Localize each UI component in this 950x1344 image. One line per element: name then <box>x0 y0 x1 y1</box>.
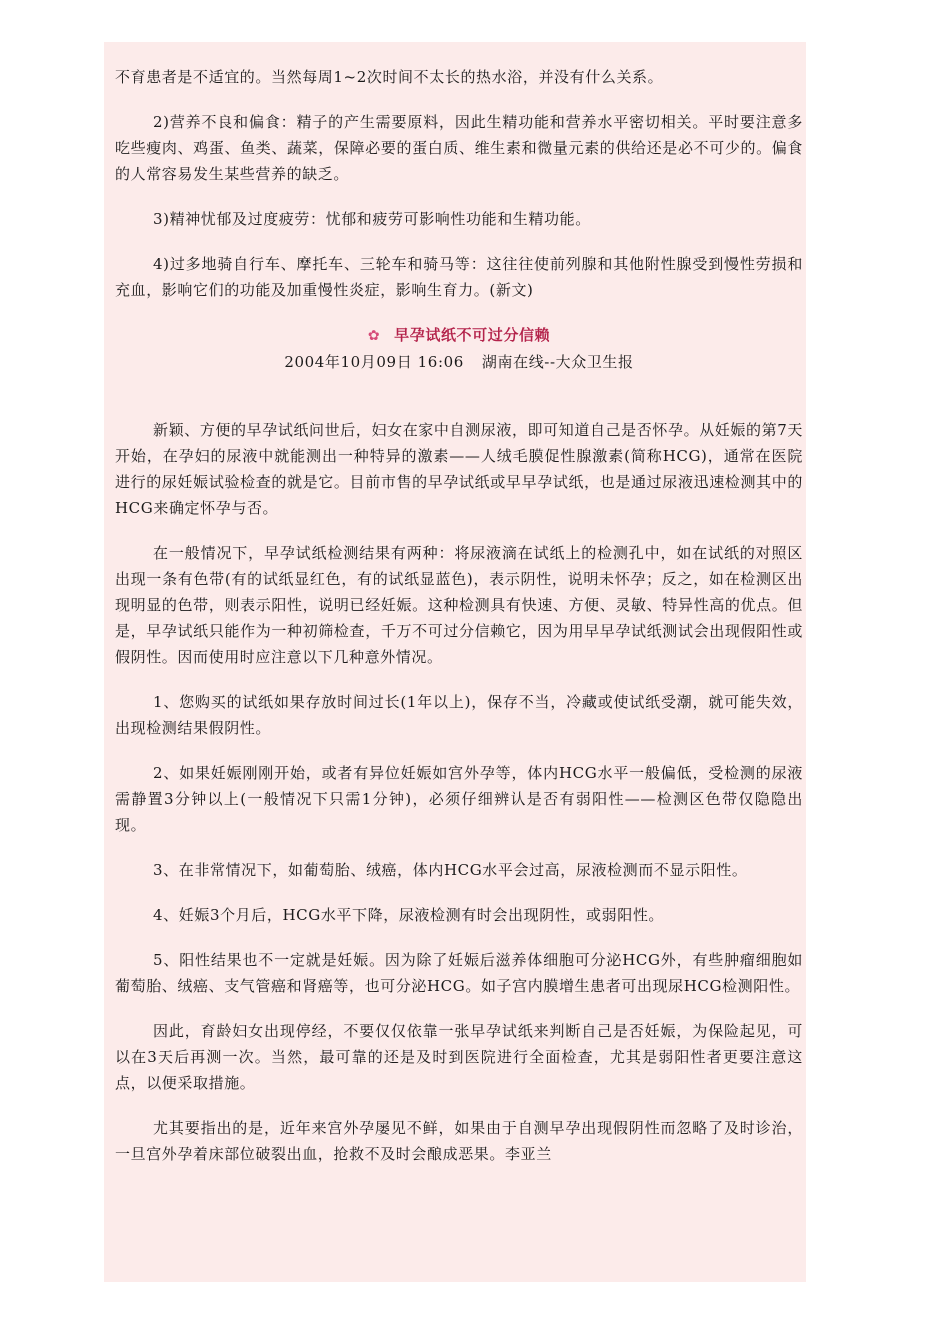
intro-paragraph: 2)营养不良和偏食：精子的产生需要原料，因此生精功能和营养水平密切相关。平时要注意多吃些瘦肉、鸡蛋、鱼类、蔬菜，保障必要的蛋白质、维生素和微量元素的供给还是必不可少的。偏食的人常容易发生某些营养的缺乏。 <box>115 113 803 183</box>
article-paragraph: 尤其要指出的是，近年来宫外孕屡见不鲜，如果由于自测早孕出现假阴性而忽略了及时诊治，一旦宫外孕着床部位破裂出血，抢救不及时会酿成恶果。李亚兰 <box>115 1119 803 1163</box>
previous-article-tail <box>115 64 803 303</box>
article-paragraph: 5、阳性结果也不一定就是妊娠。因为除了妊娠后滋养体细胞可分泌HCG外，有些肿瘤细胞如葡萄胎、绒癌、支气管癌和肾癌等，也可分泌HCG。如子宫内膜增生患者可出现尿HCG检测阳性。 <box>115 951 803 995</box>
article-paragraph: 新颖、方便的早孕试纸问世后，妇女在家中自测尿液，即可知道自己是否怀孕。从妊娠的第7天开始，在孕妇的尿液中就能测出一种特异的激素——人绒毛膜促性腺激素(简称HCG)，通常在医院进行的尿妊娠试验检查的就是它。目前市售的早孕试纸或早早孕试纸，也是通过尿液迅速检测其中的HCG来确定怀孕与否。 <box>115 421 803 517</box>
article-title-row <box>115 322 803 349</box>
article-paragraph: 在一般情况下，早孕试纸检测结果有两种：将尿液滴在试纸上的检测孔中，如在试纸的对照区出现一条有色带(有的试纸显红色，有的试纸显蓝色)，表示阴性，说明未怀孕；反之，如在检测区出现明显的色带，则表示阳性，说明已经妊娠。这种检测具有快速、方便、灵敏、特异性高的优点。但是，早孕试纸只能作为一种初筛检查，千万不可过分信赖它，因为用早早孕试纸测试会出现假阳性或假阴性。因而使用时应注意以下几种意外情况。 <box>115 544 803 666</box>
intro-paragraph: 不育患者是不适宜的。当然每周1~2次时间不太长的热水浴，并没有什么关系。 <box>115 68 664 86</box>
article-date: 2004年10月09日 16:06 <box>284 353 464 371</box>
intro-paragraph: 3)精神忧郁及过度疲劳：忧郁和疲劳可影响性功能和生精功能。 <box>153 210 591 228</box>
flower-icon: ✿ <box>367 328 381 344</box>
document-content <box>115 64 803 1186</box>
article-paragraph: 4、妊娠3个月后，HCG水平下降，尿液检测有时会出现阴性，或弱阳性。 <box>153 906 665 924</box>
article-header <box>115 322 803 375</box>
article-meta <box>115 349 803 375</box>
article-paragraph: 1、您购买的试纸如果存放时间过长(1年以上)，保存不当，冷藏或使试纸受潮，就可能失效，出现检测结果假阴性。 <box>115 693 803 737</box>
article-paragraph: 2、如果妊娠刚刚开始，或者有异位妊娠如宫外孕等，体内HCG水平一般偏低，受检测的尿液需静置3分钟以上(一般情况下只需1分钟)，必须仔细辨认是否有弱阳性——检测区色带仅隐隐出现。 <box>115 764 803 834</box>
intro-paragraph: 4)过多地骑自行车、摩托车、三轮车和骑马等：这往往使前列腺和其他附性腺受到慢性劳损和充血，影响它们的功能及加重慢性炎症，影响生育力。(新文) <box>115 255 803 299</box>
article-source: 湖南在线--大众卫生报 <box>481 353 634 371</box>
article-title: 早孕试纸不可过分信赖 <box>394 326 551 344</box>
article-paragraph: 3、在非常情况下，如葡萄胎、绒癌，体内HCG水平会过高，尿液检测而不显示阳性。 <box>153 861 748 879</box>
article-paragraph: 因此，育龄妇女出现停经，不要仅仅依靠一张早孕试纸来判断自己是否妊娠，为保险起见，可以在3天后再测一次。当然，最可靠的还是及时到医院进行全面检查，尤其是弱阳性者更要注意这点，以便采取措施。 <box>115 1022 803 1092</box>
article-body <box>115 417 803 1167</box>
